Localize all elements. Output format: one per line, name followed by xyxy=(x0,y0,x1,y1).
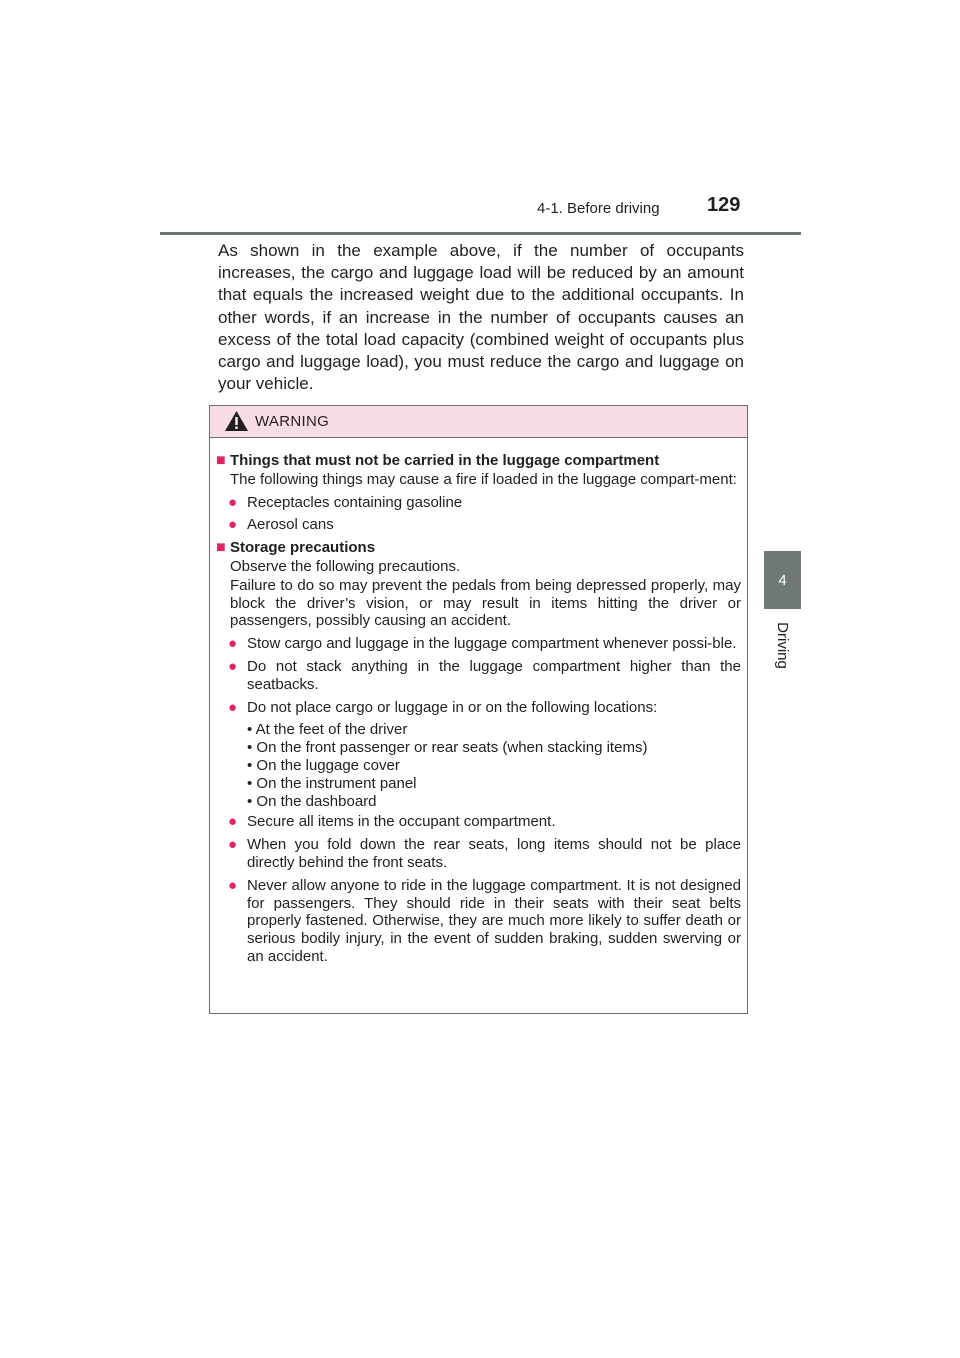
location-text: On the luggage cover xyxy=(256,756,400,774)
list-item xyxy=(228,836,741,872)
section-heading xyxy=(216,452,741,470)
list-item xyxy=(228,877,741,966)
warning-body xyxy=(210,438,747,966)
section-paragraph: Failure to do so may prevent the pedals from being depressed properly, may block the driver’s vision, or may result in items hitting the driver or passengers, possibly causing an accident. xyxy=(230,576,741,630)
header-divider xyxy=(160,232,801,235)
circle-bullet-icon: ● xyxy=(228,698,238,716)
list-item xyxy=(228,494,741,512)
list-item-text: Do not place cargo or luggage in or on the following locations: xyxy=(247,698,658,716)
list-item xyxy=(228,516,741,534)
list-item xyxy=(228,699,741,717)
location-item: • On the dashboard xyxy=(247,792,377,810)
location-item: • On the instrument panel xyxy=(247,774,417,792)
list-item-text: When you fold down the rear seats, long items should not be place directly behind the front seats. xyxy=(247,836,741,871)
locations-list xyxy=(247,721,741,810)
circle-bullet-icon: ● xyxy=(228,516,238,534)
location-text: On the instrument panel xyxy=(256,774,417,792)
location-item: • At the feet of the driver xyxy=(247,721,408,739)
location-item: • On the front passenger or rear seats (when stacking items) xyxy=(247,739,648,757)
chapter-number: 4 xyxy=(778,571,787,589)
circle-bullet-icon: ● xyxy=(228,657,238,675)
location-item: • On the luggage cover xyxy=(247,756,400,774)
list-item-text: Receptacles containing gasoline xyxy=(247,493,463,511)
list-item-text: Stow cargo and luggage in the luggage compartment whenever possi-ble. xyxy=(247,635,737,653)
list-item xyxy=(228,813,741,831)
header-section-title: 4-1. Before driving xyxy=(537,200,660,217)
location-text: On the dashboard xyxy=(256,792,377,810)
square-bullet-icon: ■ xyxy=(216,452,226,469)
section-title: Things that must not be carried in the luggage compartment xyxy=(230,452,660,469)
section-heading xyxy=(216,539,741,557)
chapter-label: Driving xyxy=(773,621,791,669)
warning-box xyxy=(209,405,748,1014)
page-number: 129 xyxy=(707,194,741,216)
list-item xyxy=(228,635,741,653)
location-text: On the front passenger or rear seats (when stacking items) xyxy=(256,739,648,757)
list-item xyxy=(228,658,741,694)
circle-bullet-icon: ● xyxy=(228,493,238,511)
location-text: At the feet of the driver xyxy=(255,721,408,739)
circle-bullet-icon: ● xyxy=(228,813,238,831)
list-item-text: Secure all items in the occupant compartment. xyxy=(247,813,556,831)
circle-bullet-icon: ● xyxy=(228,836,238,854)
list-item-text: Never allow anyone to ride in the luggage compartment. It is not designed for passengers. They should ride in their seats with their seat belts properly fastened. Otherwise, they are much more likely to suffer death or serious bodily injury, in the event of sudden braking, sudden swerving or an accident. xyxy=(247,876,741,965)
intro-paragraph: As shown in the example above, if the number of occupants increases, the cargo and luggage load will be reduced by an amount that equals the increased weight due to the additional occupants. In other words, if an increase in the number of occupants causes an excess of the total load capacity (combined weight of occupants plus cargo and luggage load), you must reduce the cargo and luggage on your vehicle. xyxy=(218,241,744,394)
circle-bullet-icon: ● xyxy=(228,635,238,653)
warning-triangle-icon xyxy=(224,410,249,432)
warning-label: WARNING xyxy=(255,413,330,430)
chapter-tab xyxy=(764,551,801,609)
warning-header xyxy=(210,406,747,438)
chapter-label-container xyxy=(762,615,802,675)
list-item-text: Do not stack anything in the luggage compartment higher than the seatbacks. xyxy=(247,657,741,693)
square-bullet-icon: ■ xyxy=(216,539,226,557)
section-title: Storage precautions xyxy=(230,539,376,557)
section-paragraph: Observe the following precautions. xyxy=(230,557,461,575)
list-item-text: Aerosol cans xyxy=(247,516,334,534)
section-paragraph: The following things may cause a fire if loaded in the luggage compart-ment: xyxy=(230,470,737,488)
circle-bullet-icon: ● xyxy=(228,876,238,894)
